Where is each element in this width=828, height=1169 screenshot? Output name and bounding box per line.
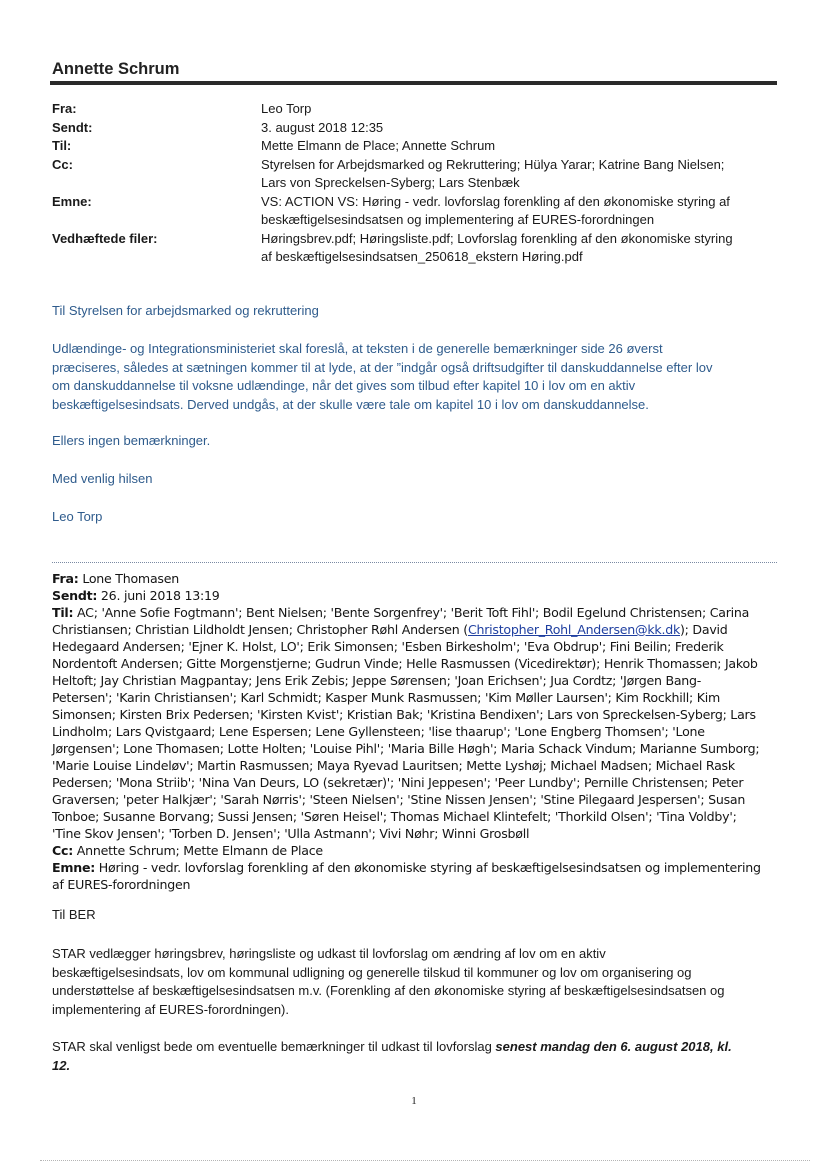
reply-body-line: præciseres, således at sætningen kommer til at lyde, at der ”indgår også driftsudgifter til danskuddannelse efter lov (52, 359, 713, 375)
forwarded-to-value: AC; 'Anne Sofie Fogtmann'; Bent Nielsen; 'Bente Sorgenfrey'; 'Berit Toft Fihl'; Bodil Egelund Christensen; Carina (77, 605, 750, 620)
deadline-prefix: STAR skal venligst bede om eventuelle bemærkninger til udkast til lovforslag (52, 1039, 496, 1054)
original-body-line: implementering af EURES-forordningen). (52, 1001, 289, 1017)
subject-line: VS: ACTION VS: Høring - vedr. lovforslag forenkling af den økonomiske styring af (261, 193, 730, 209)
forwarded-from-value: Lone Thomasen (82, 571, 179, 586)
forwarded-to-line: Graversen; 'peter Halkjær'; 'Sarah Nørris'; 'Steen Nielsen'; 'Stine Nissen Jensen'; 'Stine Pilegaard Jespersen'; Susan (52, 792, 746, 807)
forwarded-sent-value: 26. juni 2018 13:19 (100, 588, 220, 603)
forwarded-from (52, 570, 776, 587)
forwarded-to-line: Hedegaard Andersen; 'Ejner K. Holst, LO'; Erik Simonsen; 'Esben Birkesholm'; 'Eva Obdrup'; Fini Beilin; Frederik (52, 639, 724, 654)
from-label: Fra: (52, 101, 77, 116)
forwarded-to-line (52, 621, 776, 638)
forwarded-sent-label: Sendt: (52, 588, 98, 603)
cc-value (261, 156, 781, 193)
forwarded-to-line: Heltoft; Jay Christian Magpantay; Jens Erik Zebis; Jeppe Sørensen; 'Joan Erichsen'; Jua Cordtz; 'Jørgen Bang- (52, 673, 702, 688)
email-link[interactable]: Christopher_Rohl_Andersen@kk.dk (467, 622, 680, 637)
forwarded-subject-label: Emne: (52, 860, 96, 875)
to-value: Mette Elmann de Place; Annette Schrum (261, 138, 496, 153)
forwarded-subject (52, 859, 776, 876)
forwarded-cc-label: Cc: (52, 843, 73, 858)
forwarded-to-line: Lindholm; Lars Qvistgaard; Lene Espersen; Lene Gyllensteen; 'lise thaarup'; 'Lone Engberg Thomsen'; 'Lone (52, 724, 705, 739)
reply-no-remarks: Ellers ingen bemærkninger. (52, 433, 211, 448)
forwarded-to-line: 'Tine Skov Jensen'; 'Torben D. Jensen'; 'Ulla Astmann'; Vivi Nøhr; Winni Grosbøll (52, 826, 530, 841)
attachments-value (261, 230, 781, 267)
cc-line: Styrelsen for Arbejdsmarked og Rekruttering; Hülya Yarar; Katrine Bang Nielsen; (261, 156, 725, 172)
page-number: 1 (411, 1095, 417, 1107)
reply-body-line: Udlændinge- og Integrationsministeriet skal foreslå, at teksten i de generelle bemærkninger side 26 øverst (52, 341, 663, 356)
forwarded-sent (52, 587, 776, 604)
sent-value: 3. august 2018 12:35 (261, 119, 384, 135)
reply-body-line: om danskuddannelse til voksne udlændinge, når det gives som tilbud efter kapitel 10 i lov om en aktiv (52, 378, 636, 393)
owner-header-rule (50, 81, 777, 85)
forward-separator (52, 562, 777, 563)
mailbox-owner-name: Annette Schrum (52, 60, 180, 78)
forwarded-to-text: Christiansen; Christian Lildholdt Jensen; Christopher Røhl Andersen ( (52, 622, 468, 637)
forwarded-to-line: Nordentoft Andersen; Gitte Morgenstjerne; Gudrun Vinde; Helle Rasmussen (Vicedirektør); Henrik Thomassen; Jakob (52, 656, 758, 671)
forwarded-to-line: Tonboe; Susanne Borvang; Sussi Jensen; 'Søren Heisel'; Thomas Michael Klintefelt; 'Thorkild Olsen'; 'Tina Voldby'; (52, 809, 737, 824)
forwarded-subject-line: af EURES-forordningen (52, 877, 191, 892)
forwarded-cc (52, 842, 776, 859)
from-value: Leo Torp (261, 101, 312, 116)
cc-label: Cc: (52, 156, 73, 172)
reply-body-line: beskæftigelsesindsats. Derved undgås, at der skulle være tale om kapitel 10 i lov om danskuddannelse. (52, 396, 649, 412)
deadline-emphasis: senest mandag den 6. august 2018, kl. (495, 1039, 732, 1054)
reply-body (52, 340, 774, 414)
forwarded-cc-value: Annette Schrum; Mette Elmann de Place (76, 843, 323, 858)
to-label: Til: (52, 138, 72, 153)
original-body-line: understøttelse af beskæftigelsesindsatsen m.v. (Forenkling af den økonomiske styring af beskæftigelsesindsatsen og (52, 983, 725, 998)
reply-greeting: Til Styrelsen for arbejdsmarked og rekruttering (52, 303, 319, 318)
forwarded-to-line: Pedersen; 'Mona Striib'; 'Nina Van Deurs, LO (sekretær)'; 'Nini Jeppesen'; 'Peer Lundby'; Pernille Christensen; Peter (52, 775, 744, 790)
forwarded-header (52, 570, 776, 893)
deadline-emphasis-cont: 12. (52, 1057, 71, 1073)
bottom-edge-rule (40, 1160, 810, 1161)
sent-label: Sendt: (52, 119, 93, 135)
forwarded-to-label: Til: (52, 605, 74, 620)
original-body-line: STAR vedlægger høringsbrev, høringsliste og udkast til lovforslag om ændring af lov om en aktiv (52, 946, 606, 961)
original-body-line: beskæftigelsesindsats, lov om kommunal udligning og generelle tilskud til kommuner og lov om organisering og (52, 964, 692, 980)
forwarded-to-line: Simonsen; Kirsten Brix Pedersen; 'Kirsten Kvist'; Kristian Bak; 'Kristina Bendixen'; Lars von Spreckelsen-Syberg; Lars (52, 707, 756, 722)
forwarded-to-line: Jørgensen'; Lone Thomasen; Lotte Holten; 'Louise Pihl'; 'Maria Bille Høgh'; Maria Schack Vindum; Marianne Sumborg; (52, 741, 760, 756)
attachments-label: Vedhæftede filer: (52, 230, 158, 246)
reply-closing: Med venlig hilsen (52, 471, 153, 486)
forwarded-subject-value: Høring - vedr. lovforslag forenkling af den økonomiske styring af beskæftigelsesindsatsen og implementering (98, 860, 761, 875)
deadline-line (52, 1038, 776, 1057)
forwarded-to-text: ); David (680, 622, 728, 637)
subject-label: Emne: (52, 193, 92, 209)
attachment-line: Høringsbrev.pdf; Høringsliste.pdf; Lovforslag forenkling af den økonomiske styring (261, 230, 733, 246)
attachment-line: af beskæftigelsesindsatsen_250618_ekstern Høring.pdf (261, 249, 583, 264)
subject-value (261, 193, 781, 230)
subject-line: beskæftigelsesindsatsen og implementering af EURES-forordningen (261, 212, 655, 227)
original-deadline (52, 1038, 776, 1075)
forwarded-to-line: Petersen'; 'Karin Christiansen'; Karl Schmidt; Kasper Munk Rasmussen; 'Kim Møller Laursen'; Kim Rockhill; Kim (52, 690, 721, 705)
original-greeting: Til BER (52, 907, 96, 922)
cc-line: Lars von Spreckelsen-Syberg; Lars Stenbæk (261, 175, 520, 190)
forwarded-to-line: 'Marie Louise Lindeløv'; Martin Rasmussen; Maya Ryevad Lauritsen; Mette Lyshøj; Michael Madsen; Michael Rask (52, 758, 735, 773)
forwarded-to-line (52, 604, 776, 621)
reply-signature: Leo Torp (52, 509, 103, 524)
forwarded-from-label: Fra: (52, 571, 79, 586)
original-body (52, 945, 776, 1019)
